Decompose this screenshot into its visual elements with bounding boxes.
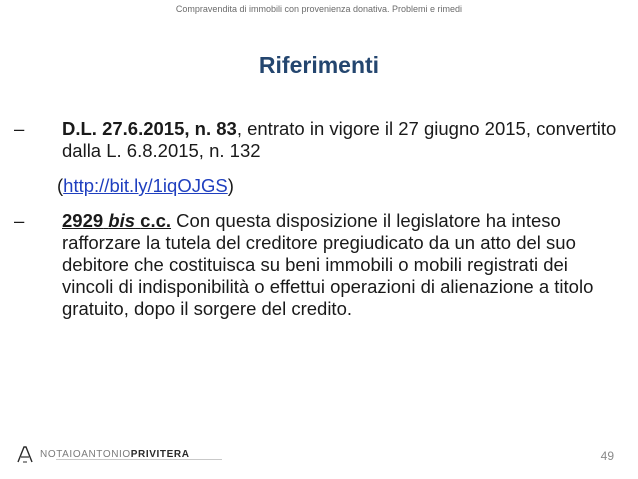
reference-link-line bbox=[14, 175, 624, 197]
page-number: 49 bbox=[600, 449, 614, 463]
bullet-text-decree: , entrato in vigore il 27 giugno 2015, convertito dalla L. 6.8.2015, n. 132 bbox=[62, 118, 617, 161]
slide-header-caption: Compravendita di immobili con provenienza donativa. Problemi e rimedi bbox=[175, 4, 463, 14]
link-open-paren: ( bbox=[57, 175, 64, 196]
bullet-lead-article bbox=[62, 210, 171, 231]
footer-logo bbox=[16, 445, 190, 463]
reference-link[interactable]: http://bit.ly/1iqOJGS bbox=[63, 175, 228, 196]
bullet-text-article: Con questa disposizione il legislatore ha inteso rafforzare la tutela del creditore pregiudicato da un atto del suo debitore che costituisca su beni immobili o mobili registrati dei vincoli di indisponibilità o effettui operazioni di alienazione a titolo gratuito, dopo il sorgere del credito. bbox=[62, 210, 594, 319]
bullet-item-dl bbox=[14, 118, 624, 162]
footer-logo-rule bbox=[56, 459, 222, 460]
logo-text-antonio: ANTONIO bbox=[81, 448, 131, 460]
article-bis: bis bbox=[108, 210, 136, 231]
slide-title: Riferimenti bbox=[258, 52, 380, 78]
logo-text-privitera: PRIVITERA bbox=[130, 448, 190, 460]
bullet-lead-decree: D.L. 27.6.2015, n. 83 bbox=[62, 118, 237, 139]
bullet-item-article bbox=[14, 210, 624, 320]
notary-logo-icon bbox=[16, 445, 34, 463]
footer-logo-text bbox=[40, 449, 190, 460]
article-code: c.c. bbox=[140, 210, 172, 231]
link-close-paren: ) bbox=[227, 175, 234, 196]
article-number: 2929 bbox=[62, 210, 104, 231]
bullet-dash: – bbox=[14, 118, 25, 139]
bullet-dash: – bbox=[14, 210, 25, 231]
slide-content bbox=[14, 118, 624, 320]
logo-text-notaio: NOTAIO bbox=[40, 448, 82, 460]
